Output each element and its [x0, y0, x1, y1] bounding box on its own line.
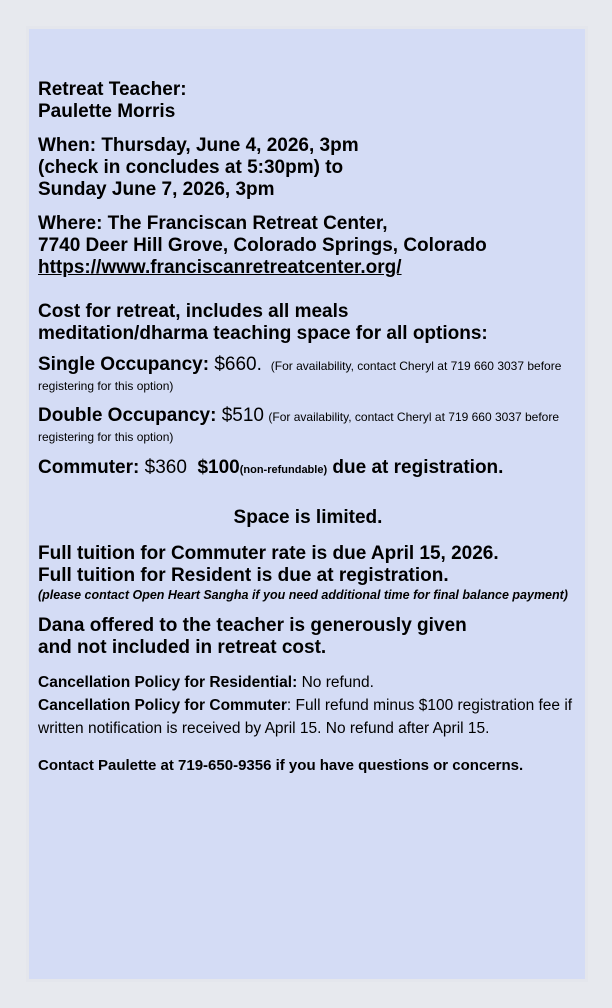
cost-line-1: Cost for retreat, includes all meals [38, 301, 349, 322]
when-line-3: Sunday June 7, 2026, 3pm [38, 179, 275, 200]
commuter-due: due at registration. [327, 457, 504, 478]
teacher-block [38, 79, 578, 123]
dana-line-2: and not included in retreat cost. [38, 637, 327, 658]
retreat-center-link[interactable]: https://www.franciscanretreatcenter.org/ [38, 257, 402, 278]
double-occupancy-option [38, 406, 578, 447]
residential-policy-text: No refund. [297, 674, 374, 691]
commuter-policy-text: : Full refund minus $100 registration fee if written notification is received by April 15. No refund after April 15. [38, 697, 573, 737]
commuter-deposit-note: (non-refundable) [239, 464, 328, 476]
double-occupancy-price: $510 [216, 405, 264, 426]
dana-block [38, 615, 578, 659]
commuter-label: Commuter: [38, 457, 140, 478]
cancellation-policy [38, 671, 578, 740]
residential-policy-label: Cancellation Policy for Residential: [38, 674, 298, 691]
double-occupancy-note: (For availability, contact Cheryl at 719 660 3037 before registering for this option) [38, 410, 560, 444]
retreat-info-panel [26, 26, 588, 982]
where-line-1: Where: The Franciscan Retreat Center, [38, 213, 388, 234]
tuition-line-2: Full tuition for Resident is due at registration. [38, 565, 449, 586]
when-line-1: When: Thursday, June 4, 2026, 3pm [38, 135, 359, 156]
when-line-2: (check in concludes at 5:30pm) to [38, 157, 344, 178]
retreat-info-content [38, 79, 578, 776]
dana-line-1: Dana offered to the teacher is generously given [38, 615, 467, 636]
where-line-2: 7740 Deer Hill Grove, Colorado Springs, Colorado [38, 235, 487, 256]
where-block [38, 213, 578, 279]
commuter-policy-label: Cancellation Policy for Commuter [38, 697, 287, 714]
teacher-label: Retreat Teacher: [38, 79, 187, 100]
tuition-note: (please contact Open Heart Sangha if you need additional time for final balance payment) [38, 588, 568, 602]
commuter-policy [38, 694, 578, 740]
single-occupancy-price: $660. [209, 354, 262, 375]
double-occupancy-label: Double Occupancy: [38, 405, 217, 426]
commuter-price: $360 [139, 457, 187, 478]
cost-line-2: meditation/dharma teaching space for all options: [38, 323, 488, 344]
tuition-line-1: Full tuition for Commuter rate is due April 15, 2026. [38, 543, 499, 564]
space-limited-notice: Space is limited. [233, 507, 383, 528]
single-occupancy-label: Single Occupancy: [38, 354, 210, 375]
commuter-option [38, 457, 578, 481]
cost-heading [38, 301, 578, 345]
when-block [38, 135, 578, 201]
single-occupancy-note: (For availability, contact Cheryl at 719 660 3037 before registering for this option) [38, 359, 562, 393]
tuition-block [38, 543, 578, 587]
residential-policy [38, 671, 578, 694]
teacher-name: Paulette Morris [38, 101, 176, 122]
commuter-deposit: $100 [197, 457, 240, 478]
contact-info: Contact Paulette at 719-650-9356 if you have questions or concerns. [38, 757, 524, 774]
single-occupancy-option [38, 355, 578, 396]
